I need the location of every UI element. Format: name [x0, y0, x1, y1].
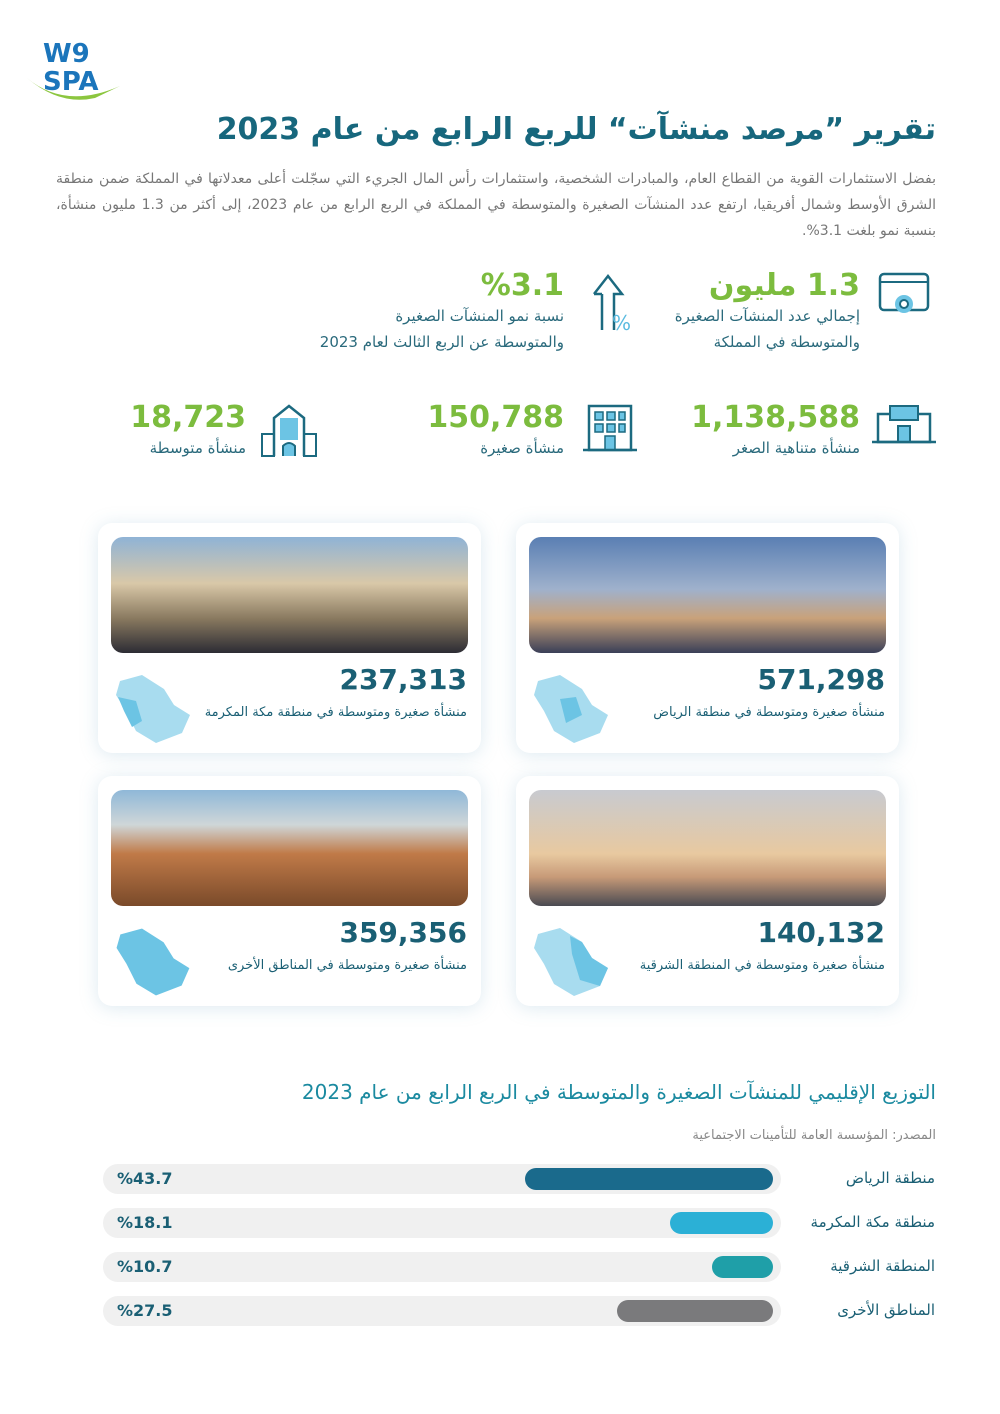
- bar-row: [103, 1296, 935, 1326]
- saudi-map-icon: [112, 671, 192, 745]
- alula-rocks-image: [111, 790, 468, 906]
- region-card-makkah: [98, 523, 481, 753]
- svg-text:SPA: SPA: [43, 67, 99, 97]
- bar: [525, 1168, 773, 1190]
- kpi-micro: 1,138,588 منشأة متناهية الصغر: [691, 400, 860, 457]
- region-value: 571,298: [757, 663, 885, 696]
- svg-text:W9: W9: [43, 39, 90, 69]
- region-value: 237,313: [339, 663, 467, 696]
- bar: [712, 1256, 773, 1278]
- web-gear-icon: [878, 272, 930, 318]
- bar-category-label: منطقة مكة المكرمة: [810, 1213, 935, 1231]
- region-value: 359,356: [339, 916, 467, 949]
- kpi-small: 150,788 منشأة صغيرة: [427, 400, 564, 457]
- bar-category-label: المنطقة الشرقية: [830, 1257, 935, 1275]
- growth-arrow-percent-icon: [590, 272, 632, 334]
- riyadh-skyline-image: [529, 537, 886, 653]
- shop-icon: [872, 404, 936, 444]
- region-card-riyadh: [516, 523, 899, 753]
- spa-logo: [25, 28, 135, 106]
- bar-category-label: المناطق الأخرى: [837, 1301, 935, 1319]
- kpi-total: 1.3 مليون إجمالي عدد المنشآت الصغيرة والمتوسطة في المملكة: [674, 268, 860, 351]
- region-card-other: [98, 776, 481, 1006]
- bar-row: [103, 1252, 935, 1282]
- kpi-medium: 18,723 منشأة متوسطة: [130, 400, 246, 457]
- chart-title: التوزيع الإقليمي للمنشآت الصغيرة والمتوسطة في الربع الرابع من عام 2023: [301, 1080, 936, 1104]
- saudi-map-icon: [530, 924, 610, 998]
- bar-track: [103, 1164, 781, 1194]
- saudi-map-icon: [530, 671, 610, 745]
- bar: [617, 1300, 773, 1322]
- khobar-tower-image: [529, 790, 886, 906]
- bar: [670, 1212, 773, 1234]
- saudi-map-icon: [112, 924, 192, 998]
- chart-source: المصدر: المؤسسة العامة للتأمينات الاجتماعية: [692, 1128, 936, 1143]
- kpi-growth: %3.1 نسبة نمو المنشآت الصغيرة والمتوسطة عن الربع الثالث لعام 2023: [319, 268, 564, 351]
- bar-value-label: %43.7: [117, 1169, 173, 1188]
- bar-value-label: %18.1: [117, 1213, 173, 1232]
- bar-value-label: %27.5: [117, 1301, 173, 1320]
- bar-row: [103, 1208, 935, 1238]
- svg-text:%: %: [612, 311, 632, 334]
- region-value: 140,132: [757, 916, 885, 949]
- region-label: منشأة صغيرة ومتوسطة في المنطقة الشرقية: [639, 958, 885, 973]
- page-title: تقرير ”مرصد منشآت“ للربع الرابع من عام 2023: [216, 112, 936, 147]
- makkah-kaaba-image: [111, 537, 468, 653]
- bar-track: [103, 1208, 781, 1238]
- tower-building-icon: [260, 404, 318, 458]
- region-card-eastern: [516, 776, 899, 1006]
- bar-row: [103, 1164, 935, 1194]
- region-label: منشأة صغيرة ومتوسطة في المناطق الأخرى: [227, 958, 467, 973]
- bar-value-label: %10.7: [117, 1257, 173, 1276]
- region-label: منشأة صغيرة ومتوسطة في منطقة الرياض: [653, 705, 885, 720]
- bar-category-label: منطقة الرياض: [845, 1169, 935, 1187]
- office-building-icon: [583, 404, 637, 452]
- bar-track: [103, 1296, 781, 1326]
- bar-track: [103, 1252, 781, 1282]
- region-label: منشأة صغيرة ومتوسطة في منطقة مكة المكرمة: [204, 705, 467, 720]
- intro-paragraph: بفضل الاستثمارات القوية من القطاع العام، والمبادرات الشخصية، واستثمارات رأس المال الجريء التي سجّلت أعلى معدلاتها في المملكة ضمن منطقة الشرق الأوسط وشمال أفريقيا، ارتفع عدد المنشآت الصغيرة والمتوسطة في المملكة في الربع الرابع من عام 2023، إلى أكثر من 1.3 مليون منشأة، بنسبة نمو بلغت 3.1%.: [56, 171, 937, 239]
